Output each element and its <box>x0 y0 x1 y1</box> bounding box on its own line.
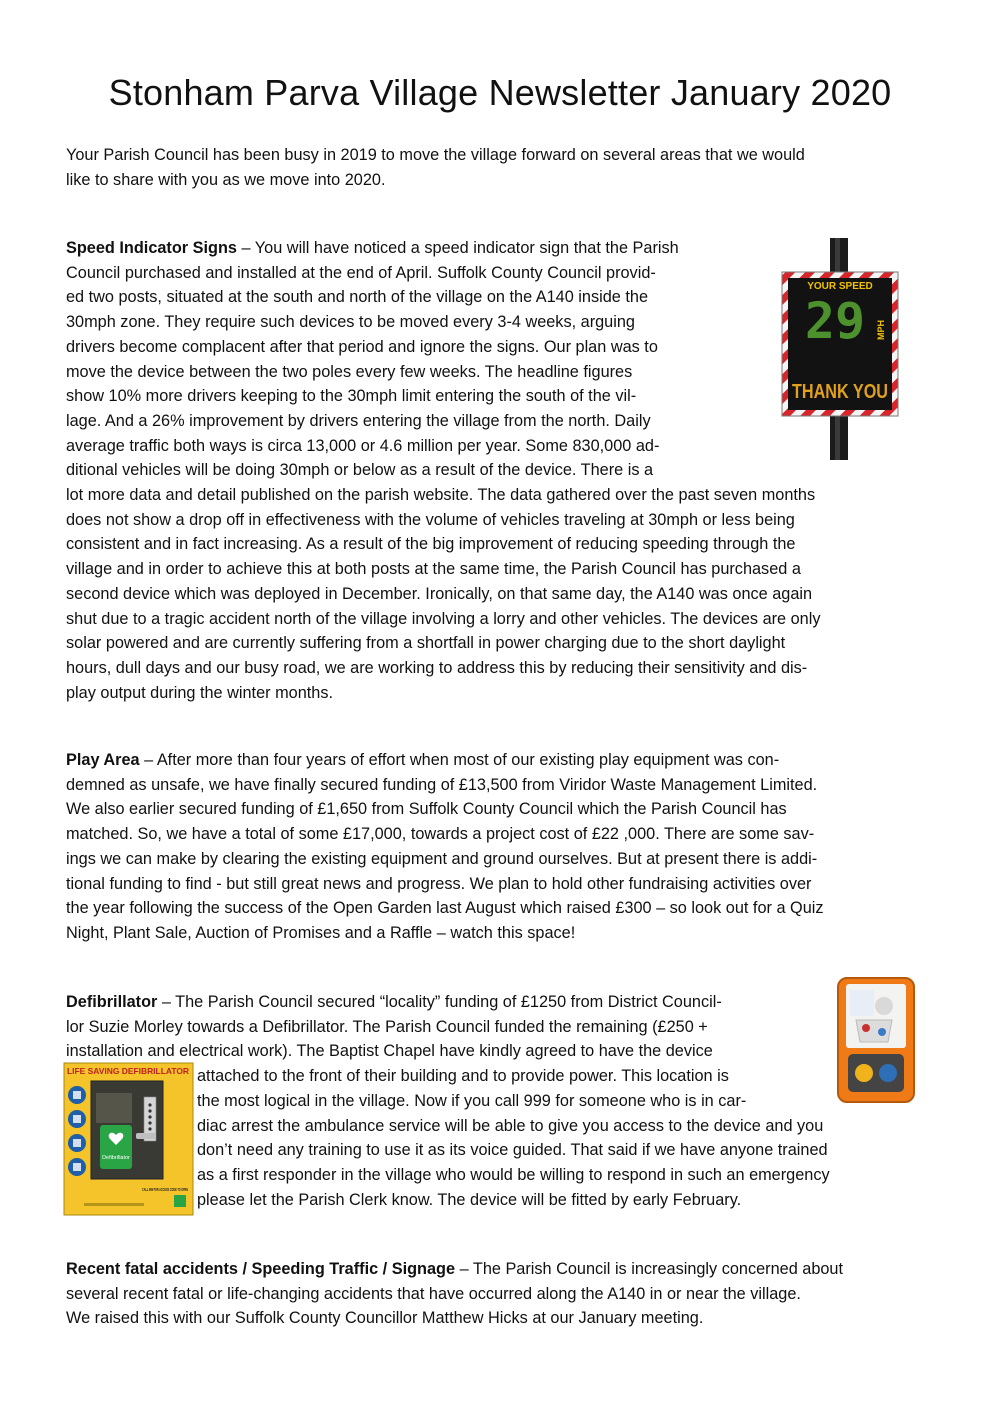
cabinet-call-text: CALL 999 FOR ACCESS CODE TO OPEN <box>142 1187 188 1192</box>
cabinet-aed-label: Defibrillator <box>102 1155 130 1161</box>
speed-line: solar powered and are currently suffering from a shortfall in power charging due to the short daylight <box>66 634 786 653</box>
sign-bottom-text: THANK YOU <box>792 381 888 403</box>
defib-line: attached to the front of their building and to provide power. This location is <box>197 1067 729 1086</box>
speed-line: play output during the winter months. <box>66 683 333 702</box>
defib-heading: Defibrillator <box>66 993 158 1011</box>
aed-device-image <box>836 976 916 1104</box>
sign-unit: MPH <box>876 320 886 340</box>
intro-line: like to share with you as we move into 2020. <box>66 170 386 189</box>
accidents-section <box>66 1257 928 1331</box>
defib-line: as a first responder in the village who would be willing to respond in such an emergency <box>197 1165 830 1184</box>
speed-line: village and in order to achieve this at both posts at the same time, the Parish Council has purchased a <box>66 560 801 579</box>
play-line: Night, Plant Sale, Auction of Promises and a Raffle – watch this space! <box>66 923 576 942</box>
play-first-text: – After more than four years of effort when most of our existing play equipment was con- <box>139 751 780 769</box>
defib-line: diac arrest the ambulance service will be able to give you access to the device and you <box>197 1116 824 1135</box>
speed-line: consistent and in fact increasing. As a result of the big improvement of reducing speeding through the <box>66 535 796 554</box>
play-line: We also earlier secured funding of £1,650 from Suffolk County Council which the Parish Council has <box>66 800 787 819</box>
page-title: Stonham Parva Village Newsletter January 2020 <box>108 72 892 113</box>
defib-line: please let the Parish Clerk know. The device will be fitted by early February. <box>197 1190 742 1209</box>
play-line: matched. So, we have a total of some £17,000, towards a project cost of £22 ,000. There are some sav- <box>66 825 815 844</box>
intro-line: Your Parish Council has been busy in 2019 to move the village forward on several areas that we would <box>66 146 805 164</box>
speed-line: does not show a drop off in effectiveness with the volume of vehicles traveling at 30mph or less being <box>66 510 795 529</box>
speed-first-text: – You will have noticed a speed indicator sign that the Parish <box>237 239 679 257</box>
defib-cabinet-image <box>64 1063 193 1215</box>
accidents-line: several recent fatal or life-changing accidents that have occurred along the A140 in or near the village. <box>66 1284 801 1303</box>
speed-line: 30mph zone. They require such devices to be moved every 3-4 weeks, arguing <box>66 313 635 332</box>
play-line: tional funding to find - but still great news and progress. We plan to hold other fundraising activities over <box>66 874 812 893</box>
defib-line: lor Suzie Morley towards a Defibrillator. The Parish Council funded the remaining (£250 + <box>66 1017 708 1036</box>
accidents-heading: Recent fatal accidents / Speeding Traffic / Signage <box>66 1260 456 1278</box>
defib-section <box>66 990 928 1212</box>
speed-sign-image <box>780 238 900 460</box>
intro-paragraph <box>66 143 928 192</box>
speed-line: ditional vehicles will be doing 30mph or below as a result of the device. There is a <box>66 461 654 480</box>
play-line: the year following the success of the Open Garden last August which raised £300 – so look out for a Quiz <box>66 899 824 918</box>
speed-line: lot more data and detail published on the parish website. The data gathered over the past seven months <box>66 486 816 505</box>
speed-line: ed two posts, situated at the south and north of the village on the A140 inside the <box>66 288 649 307</box>
play-section <box>66 748 928 946</box>
play-line: ings we can make by clearing the existing equipment and ground ourselves. But at present there is addi- <box>66 849 818 868</box>
accidents-first-text: – The Parish Council is increasingly concerned about <box>455 1260 844 1278</box>
speed-line: drivers become complacent after that period and ignore the signs. Our plan was to <box>66 337 658 356</box>
defib-line: installation and electrical work). The Baptist Chapel have kindly agreed to have the device <box>66 1042 713 1061</box>
accidents-line: We raised this with our Suffolk County Councillor Matthew Hicks at our January meeting. <box>66 1309 704 1328</box>
speed-heading: Speed Indicator Signs <box>66 239 237 257</box>
sign-top-text: YOUR SPEED <box>807 281 873 292</box>
defib-cabinet-svg <box>64 1063 193 1215</box>
play-first-line <box>66 748 928 773</box>
aed-device-svg <box>836 976 916 1104</box>
play-line: demned as unsafe, we have finally secured funding of £13,500 from Viridor Waste Management Limited. <box>66 775 818 794</box>
accidents-first-line <box>66 1257 928 1282</box>
speed-line: hours, dull days and our busy road, we are working to address this by reducing their sensitivity and dis- <box>66 658 808 677</box>
speed-line: lage. And a 26% improvement by drivers entering the village from the north. Daily <box>66 411 651 430</box>
cabinet-banner: LIFE SAVING DEFIBRILLATOR <box>67 1067 190 1076</box>
sign-number: 29 <box>804 292 866 350</box>
defib-first-line <box>66 990 928 1015</box>
speed-line: second device which was deployed in December. Ironically, on that same day, the A140 was once again <box>66 584 813 603</box>
speed-line: show 10% more drivers keeping to the 30mph limit entering the south of the vil- <box>66 387 637 406</box>
defib-line: the most logical in the village. Now if you call 999 for someone who is in car- <box>197 1091 747 1110</box>
play-heading: Play Area <box>66 751 140 769</box>
speed-line: average traffic both ways is circa 13,000 or 4.6 million per year. Some 830,000 ad- <box>66 436 660 455</box>
speed-line: Council purchased and installed at the end of April. Suffolk County Council provid- <box>66 263 656 282</box>
defib-line: don’t need any training to use it as its voice guided. That said if we have anyone trained <box>197 1141 828 1160</box>
speed-line: move the device between the two poles every few weeks. The headline figures <box>66 362 633 381</box>
defib-first-text: – The Parish Council secured “locality” funding of £1250 from District Council- <box>157 993 722 1011</box>
speed-line: shut due to a tragic accident north of the village involving a lorry and other vehicles. The devices are only <box>66 609 821 628</box>
speed-sign-svg <box>780 238 900 460</box>
